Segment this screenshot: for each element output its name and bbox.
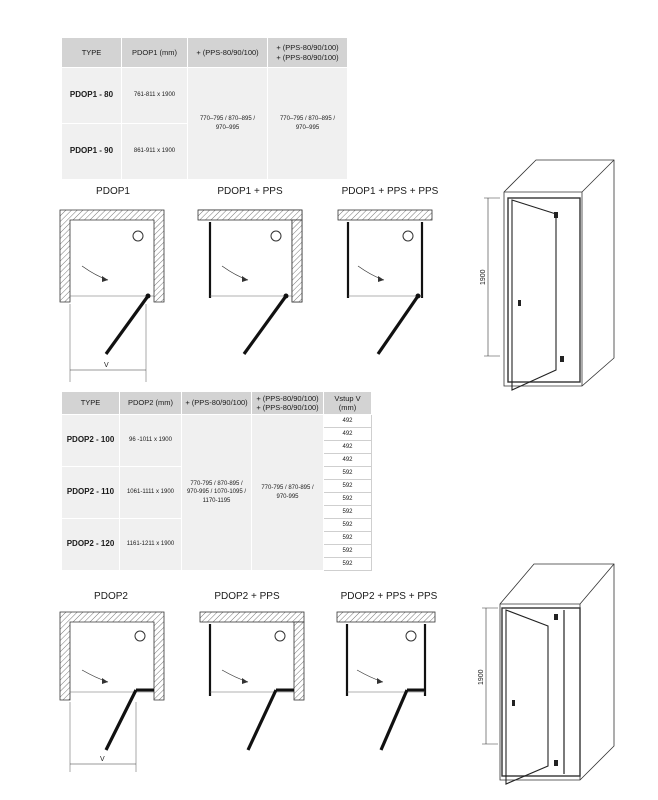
table-row-type: PDOP2 - 120 [62,519,120,571]
col-header-size: PDOP2 (mm) [120,392,182,415]
col-header-type: TYPE [62,38,122,68]
vstup-cell: 492 [324,454,372,467]
table-row-type: PDOP1 - 80 [62,68,122,124]
isometric-diagram-pdop2 [478,560,623,785]
table-row-type: PDOP2 - 100 [62,415,120,467]
vstup-cell: 592 [324,532,372,545]
vstup-cell: 492 [324,428,372,441]
col-header-pps: + (PPS-80/90/100) [182,392,252,415]
vstup-cell: 492 [324,441,372,454]
col-header-size: PDOP1 (mm) [122,38,188,68]
vstup-cell: 592 [324,480,372,493]
vstup-cell: 592 [324,558,372,571]
dimension-v: V [100,756,105,763]
caption-pdop2-pps-pps: PDOP2 + PPS + PPS [340,591,438,602]
spec-table-pdop2 [61,391,372,571]
pps-range: 770-795 / 870-895 / 970-995 / 1070-1095 / 1170-1195 [182,415,252,571]
vstup-cell: 592 [324,545,372,558]
col-header-pps-pps: + (PPS-80/90/100) + (PPS-80/90/100) [268,38,348,68]
vstup-cell: 592 [324,467,372,480]
caption-pdop1: PDOP1 [96,186,130,197]
vstup-cell: 592 [324,519,372,532]
table-row-type: PDOP2 - 110 [62,467,120,519]
vstup-cell: 592 [324,493,372,506]
caption-pdop2-pps: PDOP2 + PPS [214,591,280,602]
plan-diagram-pdop2 [60,612,170,782]
table-row-size: 861-911 x 1900 [122,124,188,180]
pps-range: 770–795 / 870–895 / 970–995 [188,68,268,180]
caption-pdop2: PDOP2 [94,591,128,602]
table-row-size: 1061-1111 x 1900 [120,467,182,519]
plan-diagram-pdop2-pps-pps [337,612,447,762]
vstup-cell: 592 [324,506,372,519]
plan-diagram-pdop2-pps [200,612,310,762]
table-row-type: PDOP1 - 90 [62,124,122,180]
col-header-type: TYPE [62,392,120,415]
caption-pdop1-pps: PDOP1 + PPS [217,186,283,197]
dimension-v: V [104,362,109,369]
col-header-pps: + (PPS-80/90/100) [188,38,268,68]
isometric-diagram-pdop1 [480,150,620,390]
plan-diagram-pdop1-pps-pps [338,210,448,360]
col-header-vstup: Vstup V (mm) [324,392,372,415]
table-row-size: 1161-1211 x 1900 [120,519,182,571]
plan-diagram-pdop1-pps [198,210,308,360]
vstup-cell: 492 [324,415,372,428]
plan-diagram-pdop1 [60,210,170,375]
pps-pps-range: 770-795 / 870-895 / 970-995 [252,415,324,571]
dimension-height: 1900 [480,269,487,285]
pps-pps-range: 770–795 / 870–895 / 970–995 [268,68,348,180]
dimension-height: 1900 [478,669,485,685]
col-header-pps-pps: + (PPS-80/90/100) + (PPS-80/90/100) [252,392,324,415]
table-row-size: 761-811 x 1900 [122,68,188,124]
table-row-size: 96 -1011 x 1900 [120,415,182,467]
caption-pdop1-pps-pps: PDOP1 + PPS + PPS [341,186,439,197]
spec-table-pdop1 [61,37,348,180]
